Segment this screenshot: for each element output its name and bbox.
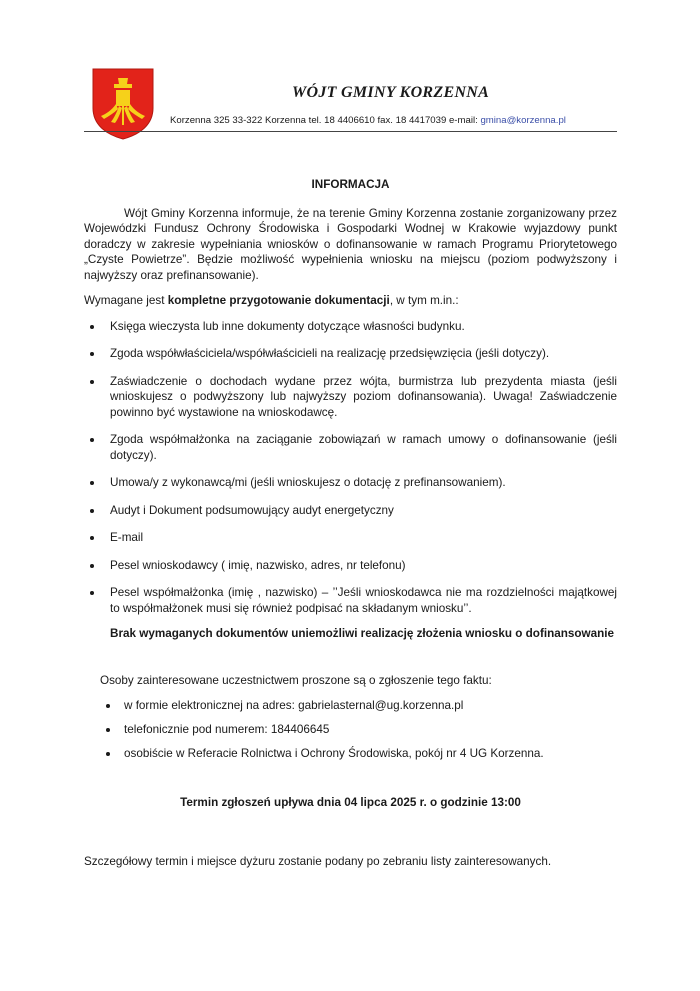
office-title: WÓJT GMINY KORZENNA — [292, 84, 490, 101]
list-item — [84, 503, 617, 519]
bullet-icon — [90, 536, 94, 540]
list-item-text: Pesel wnioskodawcy ( imię, nazwisko, adres, nr telefonu) — [110, 558, 406, 572]
bullet-icon — [106, 752, 110, 756]
missing-docs-warning: Brak wymaganych dokumentów uniemożliwi realizację złożenia wniosku o dofinansowanie — [110, 627, 614, 640]
list-item-text: Audyt i Dokument podsumowujący audyt energetyczny — [110, 503, 394, 517]
bullet-icon — [90, 591, 94, 595]
required-pre: Wymagane jest — [84, 294, 168, 307]
list-item-text: Zgoda współmałżonka na zaciąganie zobowiązań w ramach umowy o dofinansowanie (jeśli dotyczy). — [110, 433, 617, 462]
bullet-icon — [90, 481, 94, 485]
contact-address: Korzenna 325 33-322 Korzenna tel. 18 4406610 fax. 18 4417039 e-mail: — [170, 115, 481, 126]
required-post: , w tym m.in.: — [389, 294, 459, 307]
list-item — [84, 346, 617, 362]
document-heading: INFORMACJA — [311, 178, 390, 191]
contact-intro: Osoby zainteresowane uczestnictwem proszone są o zgłoszenie tego faktu: — [100, 673, 492, 687]
bullet-icon — [90, 380, 94, 384]
deadline-notice: Termin zgłoszeń upływa dnia 04 lipca 2025 r. o godzinie 13:00 — [180, 795, 521, 809]
required-bold: kompletne przygotowanie dokumentacji — [167, 294, 390, 307]
required-docs-intro — [84, 293, 617, 309]
list-item — [84, 432, 617, 463]
list-item — [84, 475, 617, 491]
bullet-icon — [90, 352, 94, 356]
list-item-text: Księga wieczysta lub inne dokumenty dotyczące własności budynku. — [110, 319, 465, 333]
bullet-icon — [106, 704, 110, 708]
bullet-icon — [90, 325, 94, 329]
list-item — [84, 585, 617, 616]
contact-item — [84, 698, 617, 714]
coat-of-arms-logo — [92, 68, 154, 140]
bullet-icon — [90, 564, 94, 568]
contact-item — [84, 722, 617, 738]
contact-item — [84, 746, 617, 762]
closing-note: Szczegółowy termin i miejsce dyżuru zostanie podany po zebraniu listy zainteresowanych. — [84, 855, 552, 868]
contact-item-text: osobiście w Referacie Rolnictwa i Ochrony Środowiska, pokój nr 4 UG Korzenna. — [124, 747, 544, 760]
intro-paragraph: Wójt Gminy Korzenna informuje, że na terenie Gminy Korzenna zostanie zorganizowany przez Wojewódzki Fundusz Ochrony Środowiska i Gospodarki Wodnej w Krakowie wyjazdowy punkt doradczy w zakresie wypełniania wniosków o dofinansowanie w ramach Programu Priorytetowego „Czyste Powietrze”. Będzie możliwość wypełnienia wniosku na miejscu (poziom podwyższony i najwyższy oraz prefinansowanie). — [84, 206, 617, 282]
list-item-text: E-mail — [110, 531, 144, 544]
header-divider — [84, 131, 617, 132]
list-item-text: Zgoda współwłaściciela/współwłaścicieli na realizację przedsięwzięcia (jeśli dotyczy). — [110, 347, 550, 360]
list-item-text: Zaświadczenie o dochodach wydane przez wójta, burmistrza lub prezydenta miasta (jeśli wnioskujesz o podwyższony lub najwyższy poziom dofinansowania). Uwaga! Zaświadczenie powinno być wystawione na wnioskodawcę. — [110, 374, 617, 419]
contact-item-text: w formie elektronicznej na adres: gabrielasternal@ug.korzenna.pl — [124, 699, 464, 712]
required-docs-list — [84, 319, 617, 617]
bullet-icon — [90, 509, 94, 513]
list-item-text: Pesel współmałżonka (imię , nazwisko) – ’’Jeśli wnioskodawca nie ma rozdzielności majątkowej to współmałżonek musi się również podpisać na składanym wniosku’’. — [110, 586, 617, 615]
list-item — [84, 558, 617, 574]
contact-line — [170, 115, 566, 126]
contact-email-link[interactable]: gmina@korzenna.pl — [480, 115, 566, 126]
contact-methods-list — [84, 698, 617, 762]
list-item — [84, 530, 617, 546]
bullet-icon — [90, 438, 94, 442]
bullet-icon — [106, 728, 110, 732]
list-item — [84, 374, 617, 421]
list-item — [84, 319, 617, 335]
contact-item-text: telefonicznie pod numerem: 184406645 — [124, 723, 330, 736]
document-body — [84, 177, 617, 870]
list-item-text: Umowa/y z wykonawcą/mi (jeśli wnioskujesz o dotację z prefinansowaniem). — [110, 476, 506, 489]
